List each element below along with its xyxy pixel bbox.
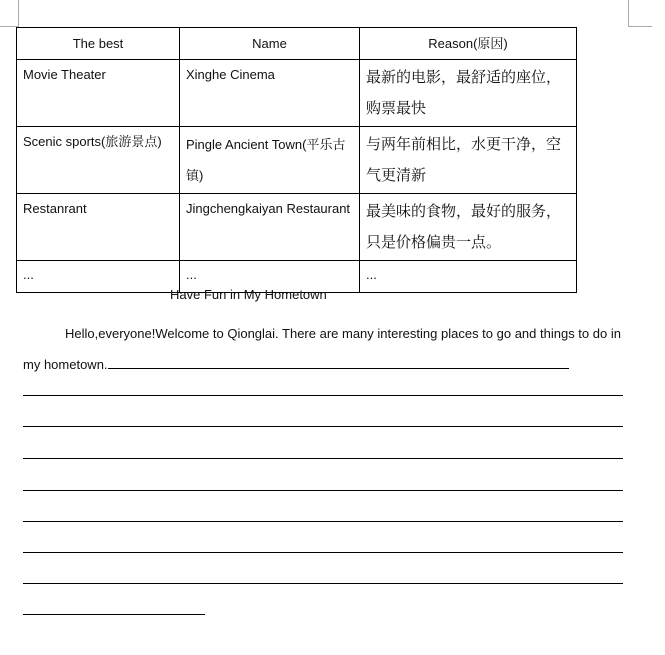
table-cell: Movie Theater	[17, 60, 180, 127]
writing-line[interactable]	[23, 521, 623, 522]
essay-title: Have Fun in My Hometown	[170, 287, 327, 302]
writing-line[interactable]	[23, 458, 623, 459]
table-cell: ...	[360, 261, 577, 293]
header-cell: Reason(原因)	[360, 28, 577, 60]
table-row	[17, 127, 577, 194]
writing-blank[interactable]	[108, 354, 569, 369]
table-header-row	[17, 28, 577, 60]
writing-line[interactable]	[23, 552, 623, 553]
margin-corner-mark-right	[628, 26, 652, 27]
table-cell: Restanrant	[17, 194, 180, 261]
best-places-table	[16, 27, 577, 293]
essay-intro: Hello,everyone!Welcome to Qionglai. There are many interesting places to go and things to do in my hometown.	[23, 326, 621, 372]
margin-corner-mark-right	[628, 0, 629, 26]
table-row	[17, 194, 577, 261]
table-cell: Pingle Ancient Town(平乐古镇)	[180, 127, 360, 194]
header-cell: Name	[180, 28, 360, 60]
header-cell: The best	[17, 28, 180, 60]
table-cell: ...	[180, 261, 360, 293]
table-cell: 最新的电影，最舒适的座位，购票最快	[360, 60, 577, 127]
writing-line[interactable]	[23, 490, 623, 491]
table-cell: 与两年前相比，水更干净，空气更清新	[360, 127, 577, 194]
margin-corner-mark-left	[18, 0, 19, 26]
writing-line[interactable]	[23, 426, 623, 427]
table-cell: Xinghe Cinema	[180, 60, 360, 127]
table-cell: Jingchengkaiyan Restaurant	[180, 194, 360, 261]
writing-line[interactable]	[23, 614, 205, 615]
table-cell: 最美味的食物，最好的服务，只是价格偏贵一点。	[360, 194, 577, 261]
table-cell: ...	[17, 261, 180, 293]
writing-line[interactable]	[23, 395, 623, 396]
writing-line[interactable]	[23, 583, 623, 584]
table-row	[17, 60, 577, 127]
table-cell: Scenic sports(旅游景点)	[17, 127, 180, 194]
